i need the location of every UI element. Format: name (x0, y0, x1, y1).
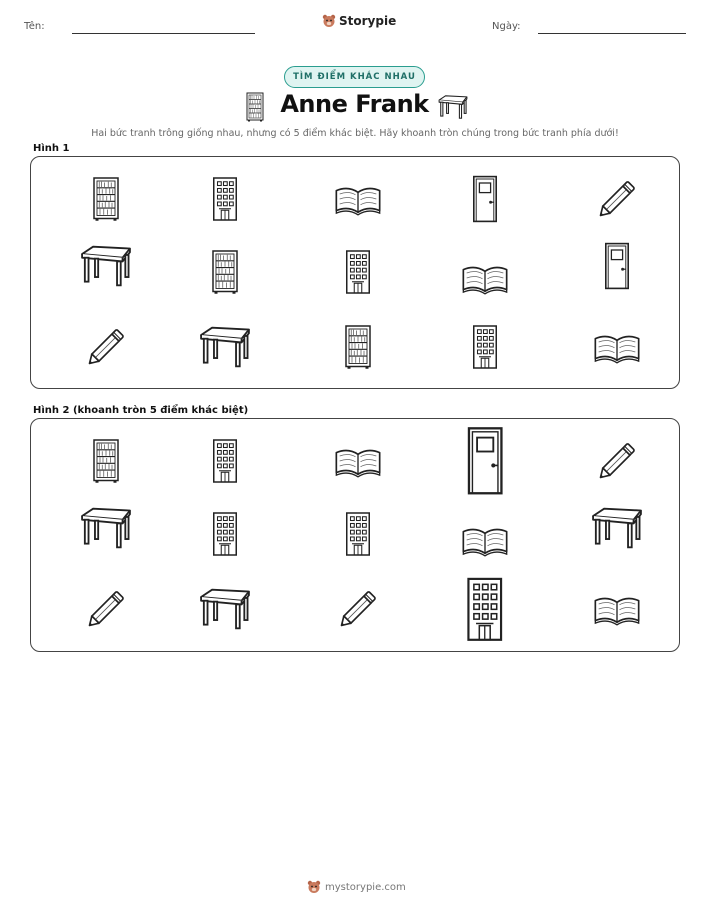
pencil-icon (81, 584, 131, 634)
open-book-icon (592, 330, 642, 364)
building-icon (210, 176, 240, 222)
picture2-label: Hình 2 (khoanh tròn 5 điểm khác biệt) (33, 405, 249, 416)
open-book-icon (333, 444, 383, 478)
stool-icon (589, 505, 645, 551)
pencil-icon (592, 436, 642, 486)
door-icon (601, 242, 633, 290)
open-book-icon (460, 523, 510, 557)
building-icon (343, 249, 373, 295)
door-icon (469, 175, 501, 223)
stool-icon (437, 92, 469, 122)
date-label: Ngày: (492, 21, 521, 32)
bookshelf-icon (91, 176, 121, 222)
building-icon (463, 576, 507, 643)
name-line[interactable] (72, 33, 255, 34)
building-icon (470, 324, 500, 370)
stool-icon (78, 243, 134, 289)
pencil-icon (333, 584, 383, 634)
open-book-icon (460, 261, 510, 295)
bookshelf-icon (210, 249, 240, 295)
page-title: Anne Frank (280, 90, 429, 118)
building-icon (210, 511, 240, 557)
instructions: Hai bức tranh trông giống nhau, nhưng có 5 điểm khác biệt. Hãy khoanh tròn chúng trong bức tranh phía dưới! (91, 128, 619, 139)
picture2-panel[interactable] (30, 418, 680, 652)
bear-mascot-icon (322, 14, 336, 28)
brand-name: Storypie (339, 14, 397, 28)
bear-mascot-icon (307, 880, 321, 894)
name-label: Tên: (24, 21, 45, 32)
stool-icon (197, 324, 253, 370)
worksheet-type-badge: TÌM ĐIỂM KHÁC NHAU (284, 66, 425, 88)
open-book-icon (333, 182, 383, 216)
building-icon (210, 438, 240, 484)
building-icon (343, 511, 373, 557)
pencil-icon (81, 322, 131, 372)
pencil-icon (592, 174, 642, 224)
picture1-label: Hình 1 (33, 143, 70, 154)
bookshelf-icon (91, 438, 121, 484)
footer-site: mystorypie.com (325, 881, 406, 893)
footer (307, 880, 406, 894)
bookshelf-icon (343, 324, 373, 370)
date-line[interactable] (538, 33, 686, 34)
picture1-panel (30, 156, 680, 389)
storypie-logo (322, 14, 396, 28)
door-icon (462, 426, 508, 496)
stool-icon (78, 505, 134, 551)
open-book-icon (592, 592, 642, 626)
stool-icon (197, 586, 253, 632)
